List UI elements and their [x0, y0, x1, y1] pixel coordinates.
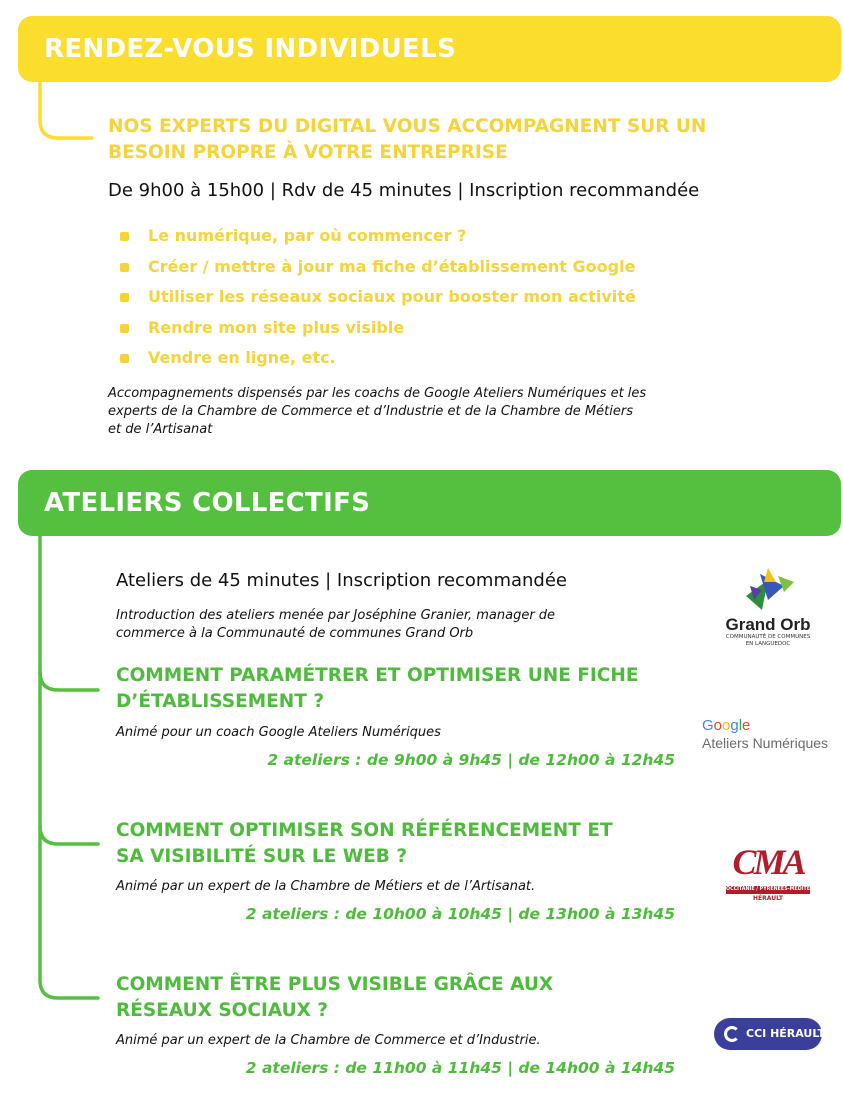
bullet-square-icon	[120, 293, 129, 302]
cci-emblem-icon	[724, 1026, 740, 1042]
cci-herault-logo: CCI HÉRAULT	[714, 1018, 822, 1050]
list-item: Créer / mettre à jour ma fiche d’établissement Google	[120, 257, 636, 288]
list-item: Le numérique, par où commencer ?	[120, 226, 636, 257]
cma-herault-logo: CMA OCCITANIE / PYRÉNÉES-MÉDITERRANÉE HÉRAULT	[726, 842, 832, 902]
list-item: Vendre en ligne, etc.	[120, 348, 636, 379]
grand-orb-emblem-icon	[738, 566, 798, 612]
section-banner-individual	[18, 16, 841, 82]
grand-orb-logo: Grand Orb COMMUNAUTÉ DE COMMUNES EN LANGUEDOC	[722, 566, 814, 658]
google-wordmark: Google	[702, 717, 751, 734]
bullet-square-icon	[120, 263, 129, 272]
list-item: Rendre mon site plus visible	[120, 318, 636, 349]
workshop-host: Animé par un expert de la Chambre de Commerce et d’Industrie.	[116, 1033, 541, 1048]
workshop-slots: 2 ateliers : de 11h00 à 11h45 | de 14h00 à 14h45	[245, 1059, 675, 1077]
workshop-title: COMMENT OPTIMISER SON RÉFÉRENCEMENT ET SA VISIBILITÉ SUR LE WEB ?	[116, 820, 613, 867]
workshop-host: Animé pour un coach Google Ateliers Numériques	[116, 725, 441, 740]
workshop-slots: 2 ateliers : de 10h00 à 10h45 | de 13h00 à 13h45	[245, 905, 675, 923]
individual-note: Accompagnements dispensés par les coachs de Google Ateliers Numériques et les experts de la Chambre de Commerce et d’Industrie et de la Chambre de Métiers et de l’Artisanat	[108, 386, 647, 437]
bullet-square-icon	[120, 232, 129, 241]
topics-list	[120, 226, 636, 379]
individual-schedule: De 9h00 à 15h00 | Rdv de 45 minutes | Inscription recommandée	[108, 180, 700, 201]
section-title: ATELIERS COLLECTIFS	[44, 488, 371, 518]
workshop-title: COMMENT ÊTRE PLUS VISIBLE GRÂCE AUX RÉSEAUX SOCIAUX ?	[116, 974, 554, 1021]
workshop-host: Animé par un expert de la Chambre de Métiers et de l’Artisanat.	[116, 879, 536, 894]
bullet-square-icon	[120, 354, 129, 363]
workshop-slots: 2 ateliers : de 9h00 à 9h45 | de 12h00 à 12h45	[267, 751, 675, 769]
section-banner-collective	[18, 470, 841, 536]
section-title: RENDEZ-VOUS INDIVIDUELS	[44, 34, 456, 64]
google-ateliers-logo: Google Ateliers Numériques	[702, 717, 829, 751]
list-item: Utiliser les réseaux sociaux pour booster mon activité	[120, 287, 636, 318]
workshop-title: COMMENT PARAMÉTRER ET OPTIMISER UNE FICHE D’ÉTABLISSEMENT ?	[116, 665, 639, 712]
section-subtitle: NOS EXPERTS DU DIGITAL VOUS ACCOMPAGNENT SUR UN BESOIN PROPRE À VOTRE ENTREPRISE	[108, 116, 707, 163]
bullet-square-icon	[120, 324, 129, 333]
collective-schedule: Ateliers de 45 minutes | Inscription recommandée	[116, 570, 568, 591]
collective-intro: Introduction des ateliers menée par Joséphine Granier, manager de commerce à la Communauté de communes Grand Orb	[116, 608, 556, 641]
